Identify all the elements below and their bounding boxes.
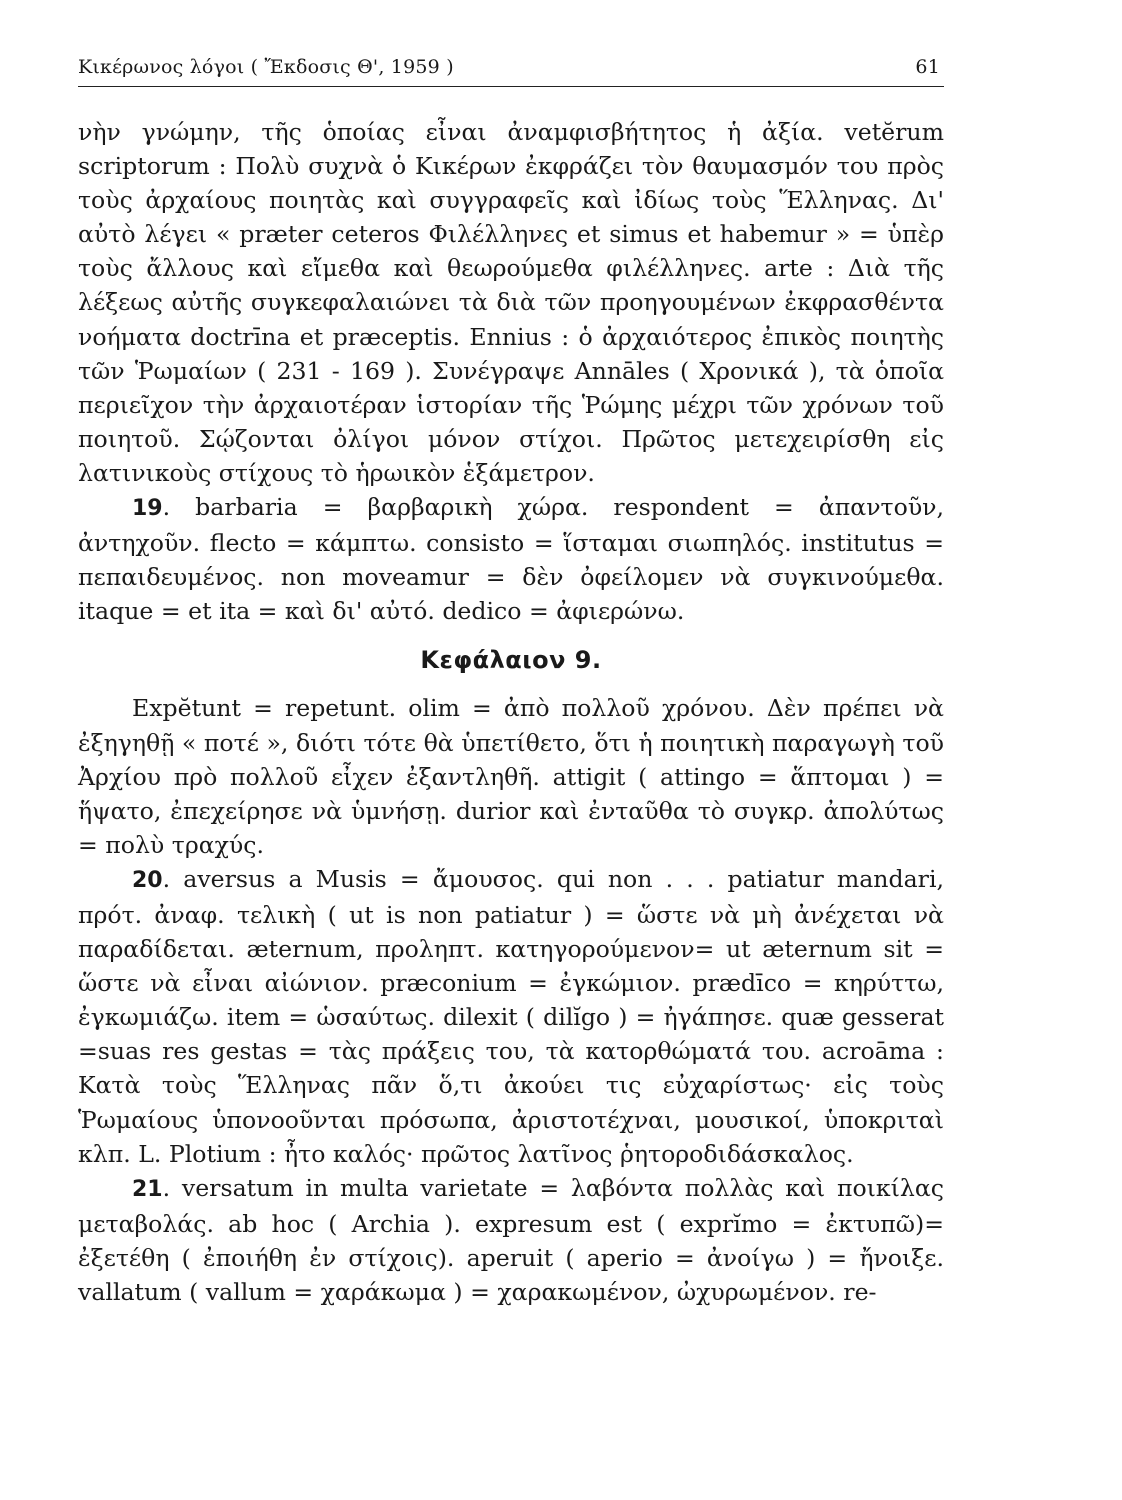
running-header [78, 56, 944, 87]
section-20 [78, 862, 944, 1171]
section-text: . aversus a Musis = ἄμουσος. qui non . . . patiatur mandari, πρότ. ἀναφ. τελικὴ ( ut is non patiatur ) = ὥστε νὰ μὴ ἀνέχεται νὰ παραδίδεται. æternum, προληπτ. κατηγορούμενον= ut æternum sit = ὥστε νὰ εἶναι αἰώνιον. præconium = ἐγκώμιον. prædīco = κηρύττω, ἐγκωμιάζω. item = ὡσαύτως. dilexit ( dilĭgo ) = ἠγάπησε. quæ gesserat =suas res gestas = τὰς πράξεις του, τὰ κατορθώματά του. acroāma : Κατὰ τοὺς Ἕλληνας πᾶν ὅ,τι ἀκούει τις εὐχαρίστως· εἰς τοὺς Ῥωμαίους ὑπονοοῦνται πρόσωπα, ἀριστοτέχναι, μουσικοί, ὑποκριταὶ κλπ. L. Plotium : ἦτο καλός· πρῶτος λατῖνος ῥητοροδιδάσκαλος. [78, 864, 944, 1168]
section-number: 21 [132, 1176, 163, 1202]
chapter-heading: Κεφάλαιον 9. [420, 646, 602, 675]
paragraph-continuation: νὴν γνώμην, τῆς ὁποίας εἶναι ἀναμφισβήτητος ἡ ἀξία. vetĕrum scriptorum : Πολὺ συχνὰ ὁ Κικέρων ἐκφράζει τὸν θαυμασμόν του πρὸς τοὺς ἀρχαίους ποιητὰς καὶ συγγραφεῖς καὶ ἰδίως τοὺς Ἕλληνας. Δι' αὐτὸ λέγει « præter ceteros Φιλέλληνες et simus et habemur » = ὑπὲρ τοὺς ἄλλους καὶ εἴμεθα καὶ θεωρούμεθα φιλέλληνες. arte : Διὰ τῆς λέξεως αὐτῆς συγκεφαλαιώνει τὰ διὰ τῶν προηγουμένων ἐκφρασθέντα νοήματα doctrīna et præceptis. Ennius : ὁ ἀρχαιότερος ἐπικὸς ποιητὴς τῶν Ῥωμαίων ( 231 - 169 ). Συνέγραψε Annāles ( Χρονικά ), τὰ ὁποῖα περιεῖχον τὴν ἀρχαιοτέραν ἱστορίαν τῆς Ῥώμης μέχρι τῶν χρόνων τοῦ ποιητοῦ. Σῴζονται ὀλίγοι μόνον στίχοι. Πρῶτος μετεχειρίσθη εἰς λατινικοὺς στίχους τὸ ἡρωικὸν ἑξάμετρον. [78, 118, 944, 487]
header-title: Κικέρωνος λόγοι ( Ἔκδοσις Θ', 1959 ) [78, 56, 454, 78]
chapter-paragraph: Expĕtunt = repetunt. olim = ἀπὸ πολλοῦ χρόνου. Δὲν πρέπει νὰ ἐξηγηθῇ « ποτέ », διότι τότε θὰ ὑπετίθετο, ὅτι ἡ ποιητικὴ παραγωγὴ τοῦ Ἀρχίου πρὸ πολλοῦ εἶχεν ἐξαντληθῆ. attigit ( attingo = ἅπτομαι ) = ἥψατο, ἐπεχείρησε νὰ ὑμνήσῃ. durior καὶ ἐνταῦθα τὸ συγκρ. ἀπολύτως = πολὺ τραχύς. [78, 694, 944, 859]
section-text: . barbaria = βαρβαρικὴ χώρα. respondent = ἀπαντοῦν, ἀντηχοῦν. flecto = κάμπτω. consisto = ἵσταμαι σιωπηλός. institutus = πεπαιδευμένος. non moveamur = δὲν ὀφείλομεν νὰ συγκινούμεθα. itaque = et ita = καὶ δι' αὐτό. dedico = ἀφιερώνω. [78, 493, 944, 626]
section-number: 19 [132, 496, 163, 522]
section-21 [78, 1171, 944, 1309]
section-text: . versatum in multa varietate = λαβόντα πολλὰς καὶ ποικίλας μεταβολάς. ab hoc ( Archia ). expresum est ( exprĭmo = ἐκτυπῶ)= ἐξετέθη ( ἐποιήθη ἐν στίχοις). aperuit ( aperio = ἀνοίγω ) = ἤνοιξε. vallatum ( vallum = χαράκωμα ) = χαρακωμένον, ὠχυρωμένον. re- [78, 1173, 944, 1306]
page-number: 61 [915, 56, 940, 78]
page-body [78, 115, 944, 1309]
section-number: 20 [132, 867, 163, 893]
section-19 [78, 490, 944, 628]
book-page [78, 56, 944, 1309]
